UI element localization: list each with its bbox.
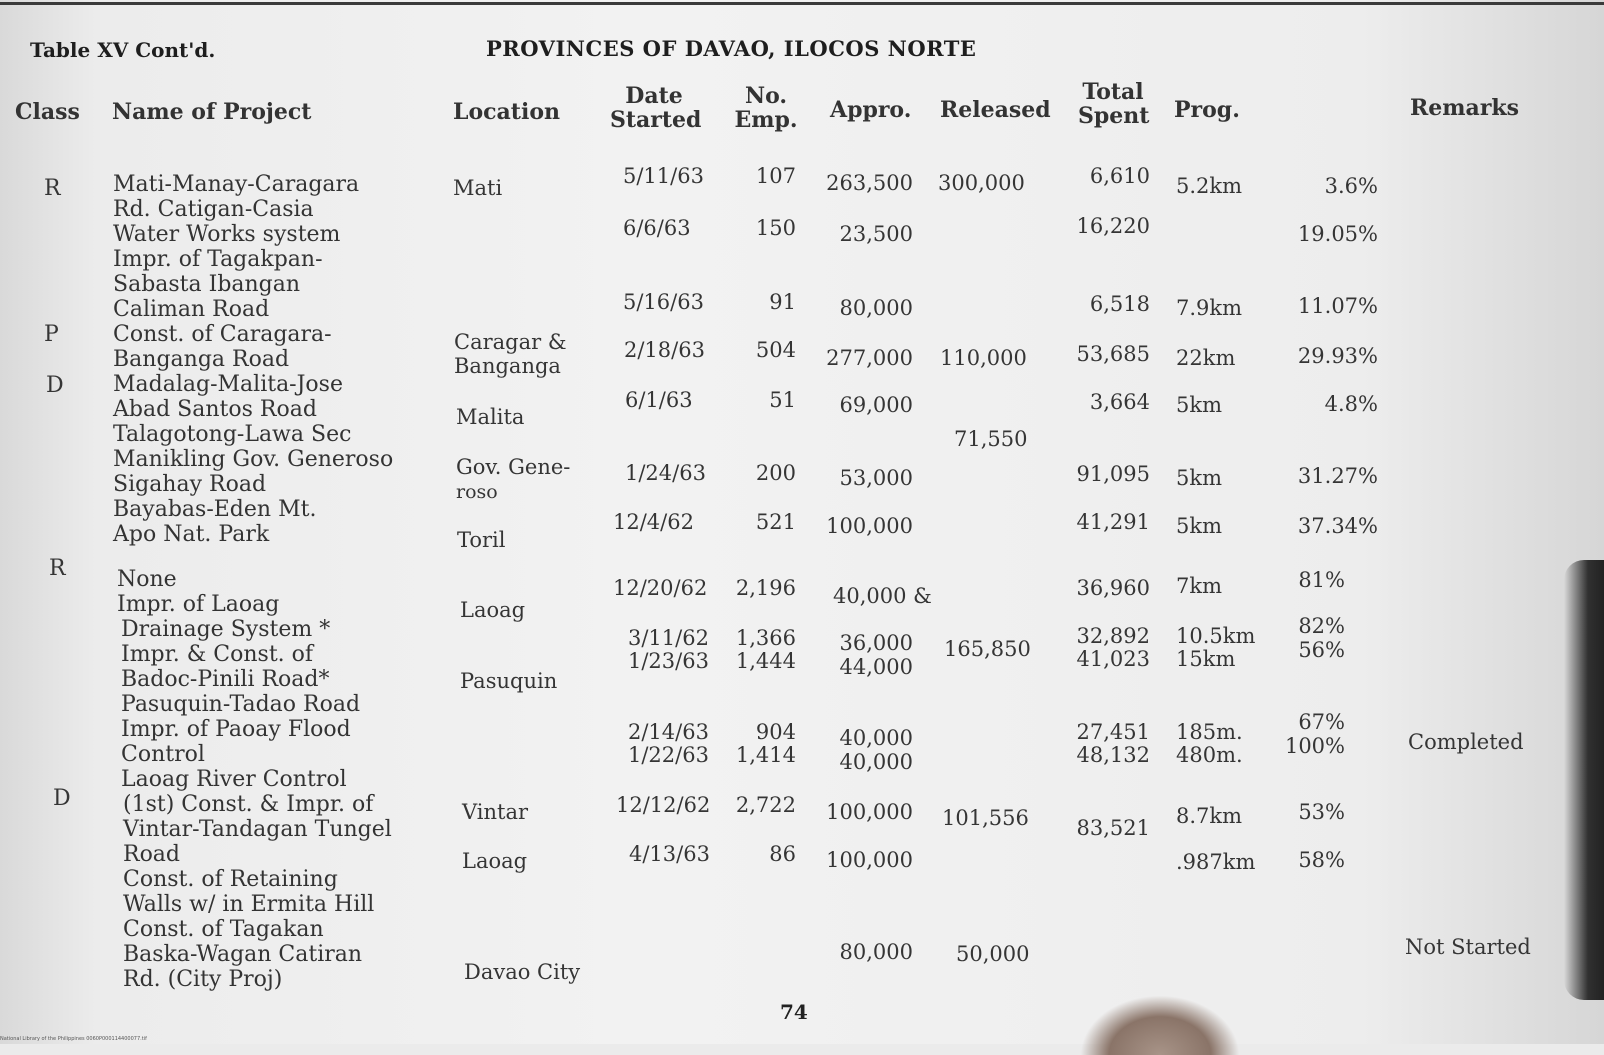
thumb-shadow	[1080, 995, 1240, 1055]
project-line: Sigahay Road	[113, 472, 267, 497]
project-line: Impr. of Laoag	[117, 592, 280, 617]
location-cell: Banganga	[454, 354, 561, 378]
appro-cell: 53,000	[839, 466, 913, 490]
prog-pct-cell: 56%	[1298, 638, 1345, 662]
col-header-released: Released	[940, 97, 1051, 123]
prog-km-cell: 5.2km	[1176, 174, 1243, 198]
location-cell: Davao City	[464, 960, 581, 984]
top-rule	[0, 2, 1604, 5]
employees-cell: 1,366	[735, 626, 796, 650]
project-line: Talagotong-Lawa Sec	[113, 422, 352, 447]
appro-cell: 80,000	[839, 940, 913, 964]
prog-pct-cell: 29.93%	[1297, 344, 1378, 368]
prog-km-cell: 15km	[1176, 647, 1236, 671]
released-cell: 50,000	[956, 942, 1030, 966]
prog-pct-cell: 37.34%	[1297, 514, 1378, 538]
prog-pct-cell: 4.8%	[1324, 392, 1378, 416]
project-line: Caliman Road	[113, 297, 270, 322]
released-cell: 71,550	[954, 427, 1028, 451]
project-line: Impr. of Tagakpan-	[113, 247, 323, 272]
project-line: (1st) Const. & Impr. of	[123, 792, 374, 817]
prog-km-cell: 5km	[1176, 393, 1222, 417]
prog-pct-cell: 67%	[1298, 710, 1345, 734]
location-cell: roso	[456, 481, 498, 503]
location-cell: Gov. Gene-	[456, 455, 571, 479]
location-cell: Toril	[457, 528, 506, 552]
prog-km-cell: 8.7km	[1176, 804, 1243, 828]
location-cell: Mati	[453, 176, 503, 200]
spent-cell: 32,892	[1076, 624, 1150, 648]
prog-pct-cell: 11.07%	[1297, 294, 1378, 318]
prog-km-cell: 5km	[1176, 514, 1222, 538]
prog-km-cell: 10.5km	[1176, 624, 1256, 648]
location-cell: Pasuquin	[460, 669, 558, 693]
date-cell: 6/6/63	[623, 216, 691, 240]
col-header-spent	[1078, 80, 1148, 128]
class-cell: D	[53, 786, 71, 811]
spent-cell: 41,023	[1076, 647, 1150, 671]
appro-cell: 36,000	[839, 631, 913, 655]
spent-cell: 53,685	[1076, 342, 1150, 366]
project-line: Road	[123, 842, 181, 867]
scan-footer: National Library of the Philippines 0060P000114400077.tif	[0, 1036, 147, 1042]
project-line: Mati-Manay-Caragara	[113, 172, 360, 197]
date-cell: 2/18/63	[624, 338, 705, 362]
prog-km-cell: 7km	[1176, 574, 1222, 598]
spent-cell: 91,095	[1076, 462, 1150, 486]
spent-cell: 6,610	[1089, 164, 1150, 188]
page-number: 74	[780, 1000, 808, 1024]
employees-cell: 1,444	[735, 649, 796, 673]
appro-cell: 263,500	[826, 171, 913, 195]
appro-cell: 44,000	[839, 655, 913, 679]
spent-cell: 6,518	[1089, 292, 1150, 316]
col-header-location: Location	[453, 99, 560, 125]
project-line: Control	[121, 742, 205, 767]
col-header-emp-line1: No.	[744, 83, 788, 109]
prog-km-cell: .987km	[1176, 850, 1256, 874]
col-header-spent-line1: Total	[1082, 79, 1144, 105]
col-header-spent-line2: Spent	[1078, 103, 1150, 129]
spent-cell: 83,521	[1076, 816, 1150, 840]
prog-pct-cell: 58%	[1298, 848, 1345, 872]
col-header-date-line1: Date	[625, 83, 683, 109]
project-line: Const. of Retaining	[123, 867, 338, 892]
employees-cell: 150	[755, 216, 796, 240]
date-cell: 2/14/63	[628, 720, 709, 744]
date-cell: 1/24/63	[625, 461, 706, 485]
class-cell: P	[44, 322, 59, 347]
employees-cell: 91	[769, 290, 796, 314]
col-header-date-line2: Started	[610, 107, 702, 133]
appro-cell: 277,000	[826, 346, 913, 370]
appro-cell: 69,000	[839, 393, 913, 417]
prog-pct-cell: 82%	[1298, 614, 1345, 638]
project-line: Drainage System *	[121, 617, 331, 642]
prog-km-cell: 185m.	[1176, 720, 1243, 744]
class-cell: R	[44, 176, 61, 201]
project-gap	[113, 547, 393, 567]
prog-km-cell: 5km	[1176, 466, 1222, 490]
project-line: Laoag River Control	[121, 767, 347, 792]
col-header-appro: Appro.	[830, 97, 912, 123]
appro-cell: 40,000 &	[833, 584, 932, 608]
prog-km-cell: 7.9km	[1176, 296, 1243, 320]
date-cell: 4/13/63	[629, 842, 710, 866]
prog-km-cell: 22km	[1176, 346, 1236, 370]
date-cell: 12/20/62	[613, 576, 708, 600]
page-edge-shadow	[1564, 560, 1604, 1000]
project-line: Vintar-Tandagan Tungel	[123, 817, 392, 842]
date-cell: 6/1/63	[625, 388, 693, 412]
project-line: Abad Santos Road	[113, 397, 317, 422]
project-line: Banganga Road	[113, 347, 290, 372]
released-cell: 300,000	[938, 171, 1025, 195]
date-cell: 1/22/63	[628, 743, 709, 767]
prog-km-cell: 480m.	[1176, 743, 1243, 767]
prog-pct-cell: 3.6%	[1324, 174, 1378, 198]
employees-cell: 504	[755, 338, 796, 362]
employees-cell: 1,414	[735, 743, 796, 767]
appro-cell: 40,000	[839, 726, 913, 750]
project-line: Manikling Gov. Generoso	[113, 447, 394, 472]
col-header-emp-line2: Emp.	[734, 107, 798, 133]
spent-cell: 16,220	[1076, 214, 1150, 238]
date-cell: 5/16/63	[623, 290, 704, 314]
appro-cell: 100,000	[826, 514, 913, 538]
date-cell: 12/4/62	[613, 510, 694, 534]
employees-cell: 904	[755, 720, 796, 744]
released-cell: 101,556	[942, 806, 1029, 830]
project-line: Rd. (City Proj)	[123, 967, 283, 992]
prog-pct-cell: 53%	[1298, 800, 1345, 824]
location-cell: Vintar	[462, 800, 529, 824]
project-line: Const. of Tagakan	[123, 917, 324, 942]
col-header-name: Name of Project	[112, 99, 312, 125]
project-line: Pasuquin-Tadao Road	[121, 692, 361, 717]
employees-cell: 86	[769, 842, 796, 866]
project-line: Madalag-Malita-Jose	[113, 372, 343, 397]
table-label: Table XV Cont'd.	[30, 38, 216, 62]
employees-cell: 2,196	[735, 576, 796, 600]
employees-cell: 200	[755, 461, 796, 485]
date-cell: 12/12/62	[616, 793, 711, 817]
location-cell: Caragar &	[454, 330, 567, 354]
project-line: Sabasta Ibangan	[113, 272, 301, 297]
project-line: Water Works system	[113, 222, 341, 247]
project-line: Baska-Wagan Catiran	[123, 942, 363, 967]
employees-cell: 2,722	[735, 793, 796, 817]
project-line: Const. of Caragara-	[113, 322, 332, 347]
appro-cell: 100,000	[826, 800, 913, 824]
prog-pct-cell: 100%	[1284, 734, 1345, 758]
spent-cell: 48,132	[1076, 743, 1150, 767]
col-header-date	[610, 83, 702, 133]
project-line: Impr. of Paoay Flood	[121, 717, 351, 742]
col-header-remarks: Remarks	[1410, 95, 1520, 121]
appro-cell: 100,000	[826, 848, 913, 872]
released-cell: 110,000	[940, 346, 1027, 370]
location-cell: Malita	[456, 405, 525, 429]
released-cell: 165,850	[944, 637, 1031, 661]
location-cell: Laoag	[460, 598, 526, 622]
project-line: Badoc-Pinili Road*	[121, 667, 330, 692]
appro-cell: 23,500	[839, 222, 913, 246]
project-line: Apo Nat. Park	[113, 522, 270, 547]
project-line: Walls w/ in Ermita Hill	[123, 892, 375, 917]
project-name-list	[113, 172, 393, 992]
date-cell: 3/11/62	[628, 626, 709, 650]
appro-cell: 80,000	[839, 296, 913, 320]
project-line: Bayabas-Eden Mt.	[113, 497, 317, 522]
col-header-emp	[733, 84, 799, 132]
date-cell: 1/23/63	[628, 649, 709, 673]
project-line: None	[117, 567, 177, 592]
appro-cell: 40,000	[839, 750, 913, 774]
spent-cell: 27,451	[1076, 720, 1150, 744]
page-title: PROVINCES OF DAVAO, ILOCOS NORTE	[486, 36, 977, 61]
employees-cell: 107	[755, 164, 796, 188]
remarks-cell: Completed	[1408, 730, 1524, 754]
employees-cell: 521	[755, 510, 796, 534]
project-line: Impr. & Const. of	[121, 642, 314, 667]
spent-cell: 3,664	[1089, 390, 1150, 414]
col-header-prog: Prog.	[1174, 97, 1240, 123]
col-header-class: Class	[15, 99, 80, 125]
prog-pct-cell: 31.27%	[1297, 464, 1378, 488]
location-cell: Laoag	[462, 849, 528, 873]
remarks-cell: Not Started	[1405, 935, 1531, 959]
spent-cell: 41,291	[1076, 510, 1150, 534]
employees-cell: 51	[769, 388, 796, 412]
prog-pct-cell: 19.05%	[1297, 222, 1378, 246]
class-cell: R	[49, 556, 66, 581]
project-line: Rd. Catigan-Casia	[113, 197, 314, 222]
prog-pct-cell: 81%	[1298, 568, 1345, 592]
date-cell: 5/11/63	[623, 164, 704, 188]
spent-cell: 36,960	[1076, 576, 1150, 600]
class-cell: D	[46, 373, 64, 398]
